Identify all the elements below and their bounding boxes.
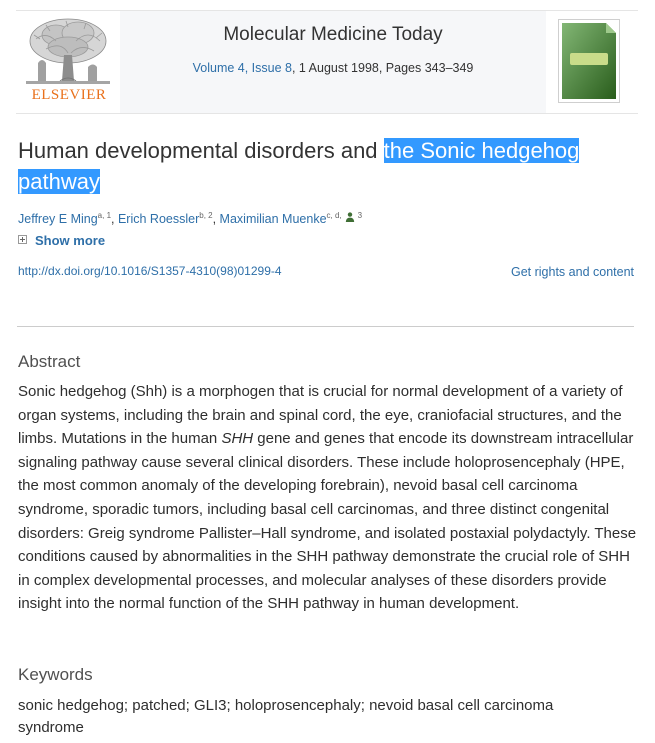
journal-issue-info xyxy=(120,61,546,75)
keywords-heading: Keywords xyxy=(18,665,93,684)
abstract-gene-name: SHH xyxy=(221,430,254,448)
volume-issue-link[interactable]: Volume 4, Issue 8 xyxy=(192,61,292,75)
journal-header xyxy=(16,10,638,114)
get-rights-link[interactable]: Get rights and content xyxy=(511,265,634,279)
journal-cover[interactable] xyxy=(558,19,620,103)
article-title-part1: Human developmental disorders and xyxy=(18,138,384,163)
abstract-text-part2: gene and genes that encode its downstream intracellular signaling pathway cause several clinical disorders. These include holoprosencephaly (HPE, the most common anomaly of the developing forebrain), nevoid basal cell carcinoma syndrome, sporadic tumors, including basal cell carcinomas, and three distinct congenital disorders: Greig syndrome Pallister–Hall syndrome, and isolated postaxial polydactyly. These conditions caused by abnormalities in the SHH pathway demonstrate the crucial role of SHH in complex developmental processes, and molecular analyses of these disorders provide insight into the normal function of the SHH pathway in human development. xyxy=(18,430,637,613)
publisher-logo[interactable] xyxy=(16,11,120,113)
keywords-text: sonic hedgehog; patched; GLI3; holoprosencephaly; nevoid basal cell carcinoma syndrome xyxy=(18,697,554,736)
doi-link[interactable]: http://dx.doi.org/10.1016/S1357-4310(98)01299-4 xyxy=(18,264,282,278)
issue-date-pages: , 1 August 1998, Pages 343–349 xyxy=(291,61,474,75)
author-affiliation-muenke[interactable]: c, d, xyxy=(326,211,342,220)
author-separator: , xyxy=(212,212,220,226)
plus-icon xyxy=(18,235,27,244)
author-link-roessler[interactable]: Erich Roessler xyxy=(117,212,200,226)
abstract-text xyxy=(18,380,640,616)
author-list xyxy=(18,211,362,226)
author-footnote-muenke[interactable]: 3 xyxy=(357,211,363,220)
author-affiliation-ming[interactable]: a, 1 xyxy=(97,211,112,220)
article-title-selected-line2: pathway xyxy=(18,169,100,194)
author-link-muenke[interactable]: Maximilian Muenke xyxy=(219,212,327,226)
section-divider xyxy=(17,326,634,327)
journal-info-band xyxy=(120,11,546,113)
author-separator: , xyxy=(111,212,118,226)
abstract-text-part1: Sonic hedgehog (Shh) is a morphogen that is crucial for normal development of a variety of organ systems, including the brain and spinal cord, the eye, craniofacial structures, and the limbs. Mutations in the human xyxy=(18,383,623,448)
journal-cover-icon xyxy=(558,19,620,103)
show-more-toggle[interactable] xyxy=(18,233,105,248)
publisher-name: ELSEVIER xyxy=(31,87,107,103)
author-link-ming[interactable]: Jeffrey E Ming xyxy=(18,212,98,226)
journal-title[interactable]: Molecular Medicine Today xyxy=(223,24,443,45)
show-more-label: Show more xyxy=(35,233,106,248)
tree-logo-icon xyxy=(16,11,120,91)
article-title xyxy=(18,135,618,197)
author-affiliation-roessler[interactable]: b, 2 xyxy=(199,211,213,220)
abstract-heading: Abstract xyxy=(18,352,81,371)
article-title-selected-line1: the Sonic hedgehog xyxy=(383,138,580,163)
corresponding-author-icon[interactable] xyxy=(345,212,355,222)
